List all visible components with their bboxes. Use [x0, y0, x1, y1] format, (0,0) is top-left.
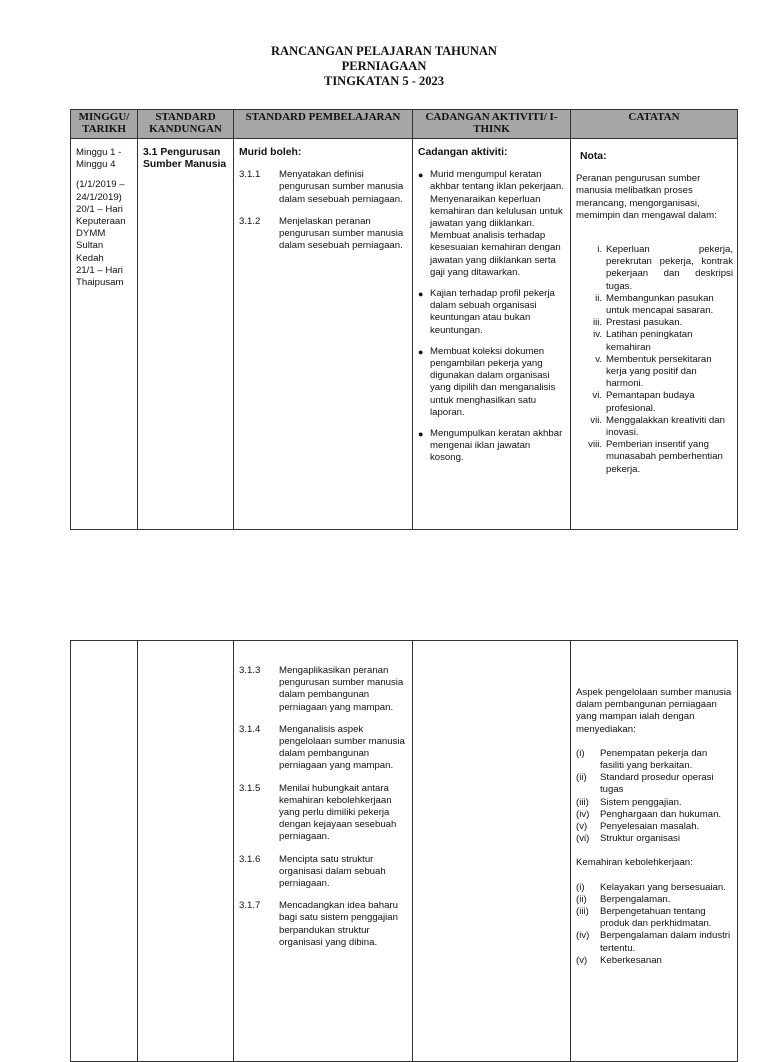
item-text: Penempatan pekerja dan fasiliti yang berkaitan. [600, 747, 708, 772]
table-header-row [71, 110, 738, 139]
header-standard-kandungan: STANDARD KANDUNGAN [138, 110, 234, 139]
table-row [71, 139, 738, 530]
item-text: Keperluan pekerja, perekrutan pekerja, kontrak pekerjaan dan deskripsi tugas. [606, 244, 733, 292]
list-item [576, 833, 733, 845]
item-text: Mengumpulkan keratan akhbar mengenai iklan jawatan kosong. [430, 428, 563, 464]
item-number: 3.1.7 [239, 900, 261, 912]
list-item [576, 293, 733, 317]
list-item [239, 854, 408, 891]
item-number: 3.1.2 [239, 215, 261, 227]
item-number: (ii) [576, 772, 587, 784]
pembelajaran-cell [234, 641, 413, 1062]
list-item [576, 439, 733, 476]
item-text: Murid mengumpul keratan akhbar tentang iklan pekerjaan. Menyenaraikan keperluan kemahiran dan kelulusan untuk jawatan yang diiklankan. Membuat analisis terhadap kesesuaian kemahiran dengan jawatan yang diiklankan serta gaji yang ditawarkan. [430, 169, 564, 278]
kandungan-cell [138, 139, 234, 530]
date-range: (1/1/2019 – 24/1/2019) [76, 179, 125, 203]
aktiviti-cell [413, 139, 571, 530]
document-title [0, 44, 768, 89]
item-number: (i) [576, 747, 585, 759]
list-item [576, 821, 733, 833]
kandungan-cell [138, 641, 234, 1062]
table-row [71, 641, 738, 1062]
item-text: Menggalakkan kreativiti dan inovasi. [606, 414, 725, 439]
item-number: v. [595, 353, 602, 365]
bullet-icon: ● [418, 289, 424, 300]
list-item [576, 748, 733, 772]
item-text: Mencadangkan idea baharu bagi satu sistem penggajian berpandukan struktur organisasi yang dibina. [279, 900, 398, 948]
item-number: iv. [593, 329, 602, 341]
item-text: Berpengetahuan tentang produk dan perkhidmatan. [600, 906, 712, 930]
item-number: (v) [576, 954, 588, 966]
item-number: (v) [576, 821, 588, 833]
list-item [576, 906, 733, 930]
item-number: viii. [588, 439, 602, 451]
item-text: Membangunkan pasukan untuk mencapai sasaran. [606, 292, 714, 317]
item-text: Pemberian insentif yang munasabah pemberhentian pekerja. [606, 439, 723, 475]
item-number: (iv) [576, 808, 590, 820]
cadangan-aktiviti-label: Cadangan aktiviti: [418, 147, 508, 158]
item-text: Penyelesaian masalah. [600, 821, 700, 833]
list-item [239, 900, 408, 949]
item-text: Struktur organisasi [600, 833, 680, 845]
item-number: 3.1.5 [239, 782, 261, 794]
list-item [576, 244, 733, 293]
item-number: (iv) [576, 930, 590, 942]
item-number: (i) [576, 881, 585, 893]
title-line-3: TINGKATAN 5 - 2023 [323, 74, 445, 88]
item-text: Keberkesanan [600, 954, 662, 966]
holiday-2: 21/1 – Hari Thaipusam [76, 264, 124, 289]
item-number: vi. [592, 390, 602, 402]
item-number: 3.1.4 [239, 723, 261, 735]
list-item [418, 428, 566, 465]
standard-kandungan-text: 3.1 Pengurusan Sumber Manusia [143, 147, 227, 171]
list-item [576, 930, 733, 954]
item-number: 3.1.1 [239, 169, 261, 181]
title-line-1: RANCANGAN PELAJARAN TAHUNAN [271, 44, 497, 58]
list-item [576, 772, 733, 796]
title-line-2: PERNIAGAAN [341, 59, 427, 73]
item-text: Prestasi pasukan. [606, 317, 683, 329]
list-item [418, 346, 566, 419]
header-minggu: MINGGU/ TARIKH [71, 110, 138, 139]
item-number: (iii) [576, 796, 589, 808]
list-item [239, 169, 408, 206]
list-item [576, 882, 733, 894]
item-text: Pemantapan budaya profesional. [606, 390, 695, 414]
week-range: Minggu 1 - Minggu 4 [76, 147, 122, 171]
item-text: Membuat koleksi dokumen pengambilan pekerja yang digunakan dalam organisasi yang dipilih dan menganalisis untuk menghasilkan satu laporan. [430, 345, 556, 418]
catatan-intro: Peranan pengurusan sumber manusia melibatkan proses merancang, mengorganisasi, memimpin dan mengawal dalam: [576, 173, 717, 221]
item-number: 3.1.6 [239, 853, 261, 865]
list-item [576, 329, 733, 353]
item-text: Berpengalaman. [600, 893, 671, 905]
holiday-1: 20/1 – Hari Keputeraan DYMM Sultan Kedah [76, 203, 126, 264]
item-number: (ii) [576, 893, 587, 905]
pembelajaran-cell [234, 139, 413, 530]
bullet-icon: ● [418, 346, 424, 357]
nota-label: Nota: [580, 151, 607, 162]
list-item [576, 415, 733, 439]
murid-boleh-label: Murid boleh: [239, 147, 302, 158]
item-number: (iii) [576, 906, 589, 918]
list-item [576, 955, 733, 967]
list-item [239, 216, 408, 253]
item-number: iii. [592, 317, 602, 329]
item-number: i. [597, 244, 602, 256]
catatan-intro: Aspek pengelolaan sumber manusia dalam pembangunan perniagaan yang mampan ialah dengan menyediakan: [576, 687, 732, 735]
item-text: Mengaplikasikan peranan pengurusan sumber manusia dalam pembangunan perniagaan yang mampan. [279, 665, 404, 713]
item-text: Penghargaan dan hukuman. [600, 808, 722, 820]
item-text: Berpengalaman dalam industri tertentu. [600, 930, 731, 954]
item-number: ii. [595, 292, 602, 304]
item-text: Kelayakan yang bersesuaian. [600, 881, 726, 893]
minggu-cell [71, 139, 138, 530]
item-text: Membentuk persekitaran kerja yang positif dan harmoni. [606, 353, 712, 390]
item-text: Kajian terhadap profil pekerja dalam sebuah organisasi keuntungan atau bukan keuntungan. [430, 288, 555, 336]
list-item [576, 894, 733, 906]
catatan-cell [571, 139, 738, 530]
lesson-plan-table-2 [70, 640, 738, 1062]
item-number: 3.1.3 [239, 665, 261, 676]
list-item [576, 390, 733, 414]
aktiviti-cell [413, 641, 571, 1062]
list-item [239, 665, 408, 714]
list-item [239, 724, 408, 773]
list-item [576, 354, 733, 391]
list-item [239, 783, 408, 844]
list-item [576, 797, 733, 809]
bullet-icon: ● [418, 170, 424, 181]
bullet-icon: ● [418, 429, 424, 440]
item-number: (vi) [576, 833, 590, 845]
list-item [418, 169, 566, 279]
item-text: Sistem penggajian. [600, 796, 682, 808]
item-text: Mencipta satu struktur organisasi dalam sebuah perniagaan. [279, 853, 386, 890]
header-catatan: CATATAN [571, 110, 738, 139]
header-standard-pembelajaran: STANDARD PEMBELAJARAN [234, 110, 413, 139]
header-cadangan-aktiviti: CADANGAN AKTIVITI/ I-THINK [413, 110, 571, 139]
item-text: Menjelaskan peranan pengurusan sumber manusia dalam sesebuah perniagaan. [279, 215, 404, 252]
item-text: Latihan peningkatan kemahiran [606, 329, 693, 353]
kemahiran-title: Kemahiran kebolehkerjaan: [576, 857, 693, 869]
catatan-cell [571, 641, 738, 1062]
item-text: Menilai hubungkait antara kemahiran kebolehkerjaan yang perlu dimiliki pekerja dengan kejayaan sesebuah perniagaan. [279, 782, 397, 843]
item-text: Standard prosedur operasi tugas [600, 772, 714, 796]
list-item [576, 809, 733, 821]
lesson-plan-table-1 [70, 109, 738, 530]
item-text: Menyatakan definisi pengurusan sumber manusia dalam sesebuah perniagaan. [279, 169, 404, 205]
list-item [418, 288, 566, 337]
list-item [576, 317, 733, 329]
minggu-cell [71, 641, 138, 1062]
item-number: vii. [590, 414, 602, 426]
item-text: Menganalisis aspek pengelolaan sumber manusia dalam pembangunan perniagaan yang mampan. [279, 723, 405, 772]
